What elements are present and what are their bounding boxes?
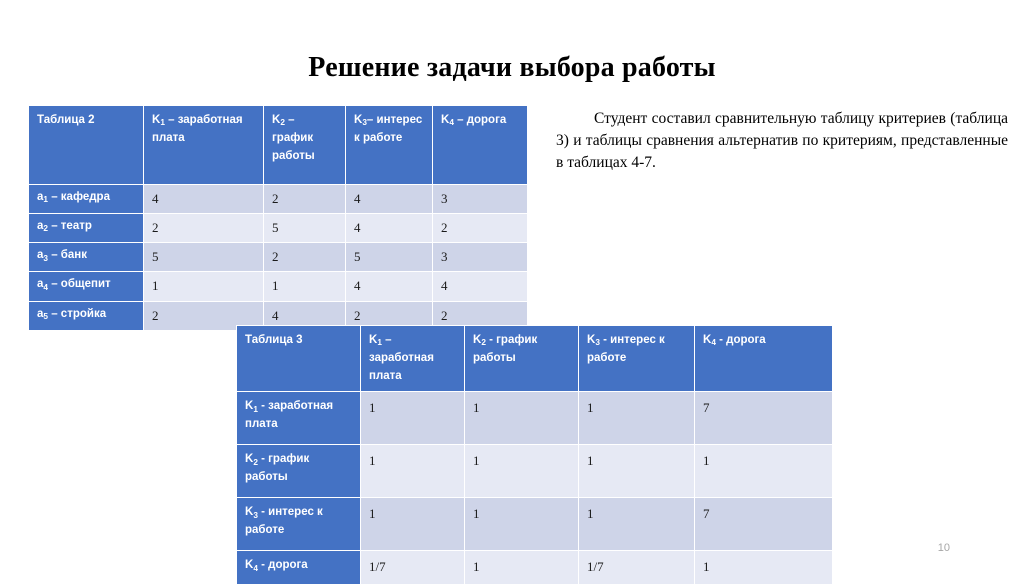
table-2	[28, 105, 528, 331]
table-3-row-label-k4	[237, 551, 361, 584]
t3-k2-symbol: K	[473, 334, 482, 346]
body-paragraph: Студент составил сравнительную таблицу критериев (таблица 3) и таблицы сравнения альтернатив по критериям, представленные в таблицах 4-7.	[556, 110, 1012, 171]
t3-k2-label: - график работы	[473, 334, 538, 364]
a5-subscript: 5	[43, 311, 49, 321]
a4-label: – общепит	[48, 278, 111, 291]
t3-k4-label: - дорога	[715, 334, 766, 346]
table-3-cell-k4-k4: 1	[695, 551, 833, 584]
table-row	[29, 243, 528, 272]
table-3-cell-k1-k4: 7	[695, 392, 833, 445]
t3-row-k4-subscript: 4	[253, 563, 258, 573]
table-row	[29, 272, 528, 301]
t3-row-k4-symbol: K	[245, 559, 254, 572]
t3-k4-symbol: K	[703, 334, 712, 346]
table-2-row-label-a4	[29, 272, 144, 301]
table-3-cell-k1-k1: 1	[361, 392, 465, 445]
t3-k1-symbol: K	[369, 334, 378, 346]
table-2-cell-a4-k3: 4	[346, 272, 433, 301]
table-row	[237, 392, 833, 445]
table-row	[29, 214, 528, 243]
table-3-cell-k1-k3: 1	[579, 392, 695, 445]
table-2-row-label-a2	[29, 214, 144, 243]
table-2-cell-a1-k4: 3	[433, 185, 528, 214]
t3-row-k1-subscript: 1	[253, 404, 258, 414]
k3-symbol: K	[354, 114, 363, 126]
a2-label: – театр	[48, 220, 92, 233]
a2-symbol: a	[37, 220, 44, 233]
a2-subscript: 2	[43, 224, 49, 234]
t3-k4-subscript: 4	[711, 338, 716, 348]
table-row	[29, 185, 528, 214]
table-2-corner-label: Таблица 2	[29, 106, 144, 185]
a4-symbol: a	[37, 278, 44, 291]
k1-symbol: K	[152, 114, 161, 126]
a3-symbol: a	[37, 249, 44, 262]
t3-row-k1-label: - заработная плата	[245, 400, 334, 431]
k4-subscript: 4	[449, 118, 454, 128]
t3-row-k1-symbol: K	[245, 400, 254, 413]
table-2-column-header-k3	[346, 106, 433, 185]
a1-label: – кафедра	[48, 191, 110, 203]
table-3-row-label-k2	[237, 445, 361, 498]
table-2-cell-a5-k1: 2	[144, 301, 264, 330]
a1-subscript: 1	[43, 195, 49, 205]
a3-label: – банк	[48, 249, 88, 262]
table-2-cell-a2-k4: 2	[433, 214, 528, 243]
table-2-column-header-k2	[264, 106, 346, 185]
t3-row-k3-label: - интерес к работе	[245, 506, 323, 537]
table-2-cell-a4-k1: 1	[144, 272, 264, 301]
k2-label: – график работы	[272, 114, 315, 162]
table-2-row-label-a3	[29, 243, 144, 272]
table-2-cell-a3-k3: 5	[346, 243, 433, 272]
table-3-body	[237, 326, 833, 585]
table-3-cell-k4-k3: 1/7	[579, 551, 695, 584]
k1-label: – заработная плата	[152, 114, 243, 144]
a5-symbol: a	[37, 307, 44, 320]
table-3-column-header-k2	[465, 326, 579, 392]
t3-k1-label: – заработная плата	[369, 334, 434, 382]
t3-row-k2-subscript: 2	[253, 457, 258, 467]
table-2-cell-a4-k2: 1	[264, 272, 346, 301]
table-row	[237, 498, 833, 551]
a4-subscript: 4	[43, 282, 49, 292]
table-row	[237, 551, 833, 584]
table-2-row-label-a1	[29, 185, 144, 214]
table-2-cell-a3-k4: 3	[433, 243, 528, 272]
k4-symbol: K	[441, 114, 450, 126]
table-2-column-header-k4	[433, 106, 528, 185]
table-row	[237, 445, 833, 498]
a3-subscript: 3	[43, 253, 49, 263]
t3-k3-symbol: K	[587, 334, 596, 346]
table-2-cell-a1-k1: 4	[144, 185, 264, 214]
k1-subscript: 1	[160, 118, 165, 128]
table-3-column-header-k1	[361, 326, 465, 392]
t3-k2-subscript: 2	[481, 338, 486, 348]
table-3-cell-k3-k3: 1	[579, 498, 695, 551]
table-2-cell-a5-k3: 2	[346, 301, 433, 330]
table-2-cell-a5-k2: 4	[264, 301, 346, 330]
t3-row-k3-symbol: K	[245, 506, 254, 519]
table-3-column-header-k3	[579, 326, 695, 392]
k2-symbol: K	[272, 114, 281, 126]
table-3-cell-k2-k1: 1	[361, 445, 465, 498]
table-2-cell-a4-k4: 4	[433, 272, 528, 301]
t3-k3-subscript: 3	[595, 338, 600, 348]
table-3-header-row	[237, 326, 833, 392]
table-2-header-row	[29, 106, 528, 185]
table-3-cell-k3-k4: 7	[695, 498, 833, 551]
table-2-cell-a1-k3: 4	[346, 185, 433, 214]
k3-subscript: 3	[362, 118, 367, 128]
table-3-column-header-k4	[695, 326, 833, 392]
a5-label: – стройка	[48, 307, 107, 320]
table-2-cell-a2-k3: 4	[346, 214, 433, 243]
table-3-cell-k4-k2: 1	[465, 551, 579, 584]
table-3-cell-k1-k2: 1	[465, 392, 579, 445]
table-2-cell-a1-k2: 2	[264, 185, 346, 214]
table-2-cell-a3-k1: 5	[144, 243, 264, 272]
t3-row-k3-subscript: 3	[253, 510, 258, 520]
table-3-cell-k4-k1: 1/7	[361, 551, 465, 584]
k2-subscript: 2	[280, 118, 285, 128]
k3-label: – интерес к работе	[354, 114, 423, 144]
table-2-cell-a2-k2: 5	[264, 214, 346, 243]
table-2-column-header-k1	[144, 106, 264, 185]
a1-symbol: a	[37, 191, 44, 203]
t3-row-k2-label: - график работы	[245, 453, 310, 484]
table-3-cell-k3-k1: 1	[361, 498, 465, 551]
t3-k1-subscript: 1	[377, 338, 382, 348]
table-2-cell-a2-k1: 2	[144, 214, 264, 243]
page-number: 10	[937, 542, 950, 554]
table-3	[236, 325, 833, 585]
table-2-row-label-a5	[29, 301, 144, 330]
t3-k3-label: - интерес к работе	[587, 334, 665, 364]
page-title: Решение задачи выбора работы	[308, 52, 716, 83]
table-2-cell-a5-k4: 2	[433, 301, 528, 330]
table-3-cell-k2-k2: 1	[465, 445, 579, 498]
table-3-cell-k2-k3: 1	[579, 445, 695, 498]
table-3-row-label-k3	[237, 498, 361, 551]
table-3-corner-label: Таблица 3	[237, 326, 361, 392]
t3-row-k2-symbol: K	[245, 453, 254, 466]
table-3-cell-k3-k2: 1	[465, 498, 579, 551]
table-2-body	[29, 106, 528, 331]
table-2-cell-a3-k2: 2	[264, 243, 346, 272]
table-3-row-label-k1	[237, 392, 361, 445]
table-3-cell-k2-k4: 1	[695, 445, 833, 498]
k4-label: – дорога	[453, 114, 507, 126]
t3-row-k4-label: - дорога	[257, 559, 308, 572]
